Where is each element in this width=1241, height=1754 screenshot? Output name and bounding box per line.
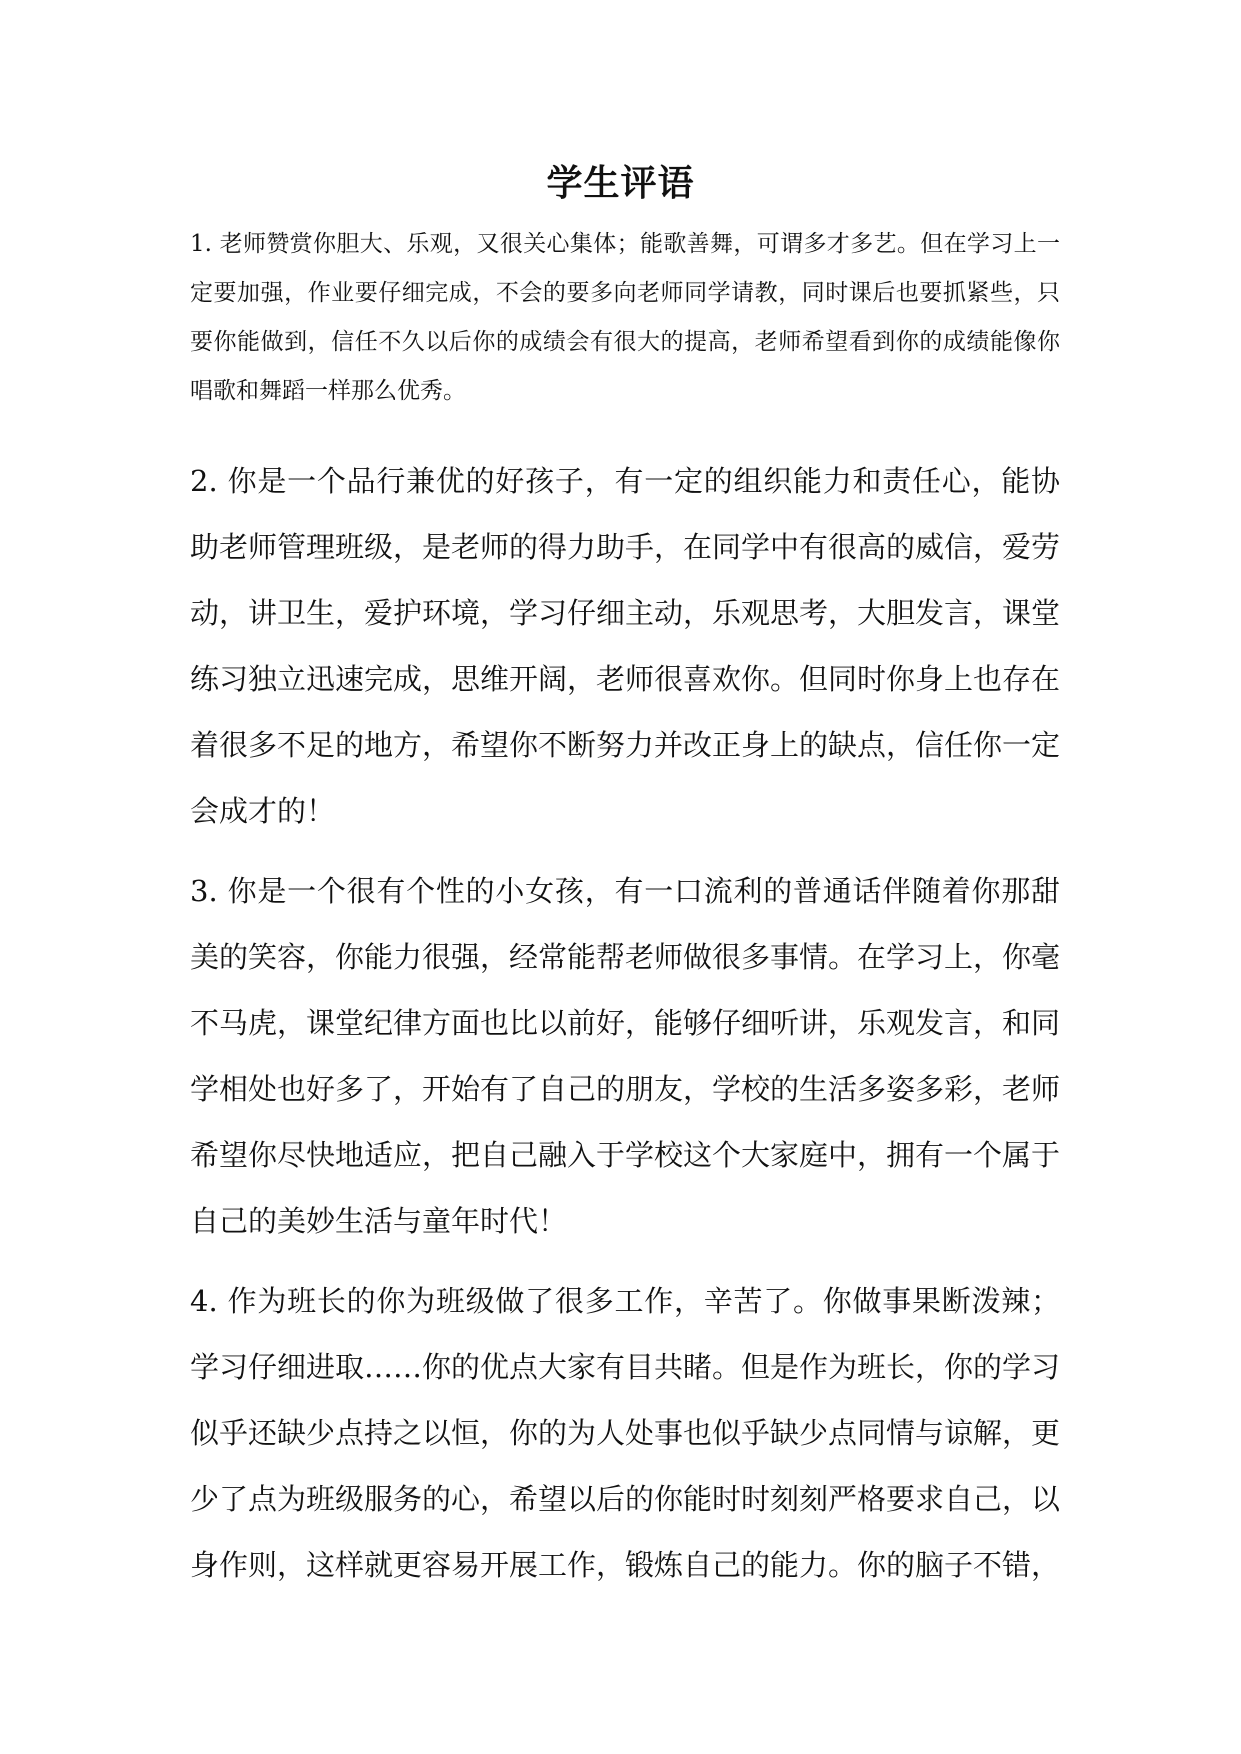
comment-paragraph-1: 1. 老师赞赏你胆大、乐观，又很关心集体；能歌善舞，可谓多才多艺。但在学习上一定要加强，作业要仔细完成，不会的要多向老师同学请教，同时课后也要抓紧些，只要你能做到，信任不久以后你的成绩会有很大的提高，老师希望看到你的成绩能像你唱歌和舞蹈一样那么优秀。	[190, 231, 1060, 404]
comment-paragraph-2: 2. 你是一个品行兼优的好孩子，有一定的组织能力和责任心，能协助老师管理班级，是老师的得力助手，在同学中有很高的威信，爱劳动，讲卫生，爱护环境，学习仔细主动，乐观思考，大胆发言，课堂练习独立迅速完成，思维开阔，老师很喜欢你。但同时你身上也存在着很多不足的地方，希望你不断努力并改正身上的缺点，信任你一定会成才的！	[190, 464, 1061, 828]
page-title: 学生评语	[546, 162, 695, 204]
comment-paragraph-3: 3. 你是一个很有个性的小女孩，有一口流利的普通话伴随着你那甜美的笑容，你能力很强，经常能帮老师做很多事情。在学习上，你毫不马虎，课堂纪律方面也比以前好，能够仔细听讲，乐观发言，和同学相处也好多了，开始有了自己的朋友，学校的生活多姿多彩，老师希望你尽快地适应，把自己融入于学校这个大家庭中，拥有一个属于自己的美妙生活与童年时代！	[190, 874, 1061, 1238]
comment-paragraph-4: 4. 作为班长的你为班级做了很多工作，辛苦了。你做事果断泼辣；学习仔细进取……你的优点大家有目共睹。但是作为班长，你的学习似乎还缺少点持之以恒，你的为人处事也似乎缺少点同情与谅解，更少了点为班级服务的心，希望以后的你能时时刻刻严格要求自己，以身作则，这样就更容易开展工作，锻炼自己的能力。你的脑子不错，	[190, 1284, 1061, 1582]
